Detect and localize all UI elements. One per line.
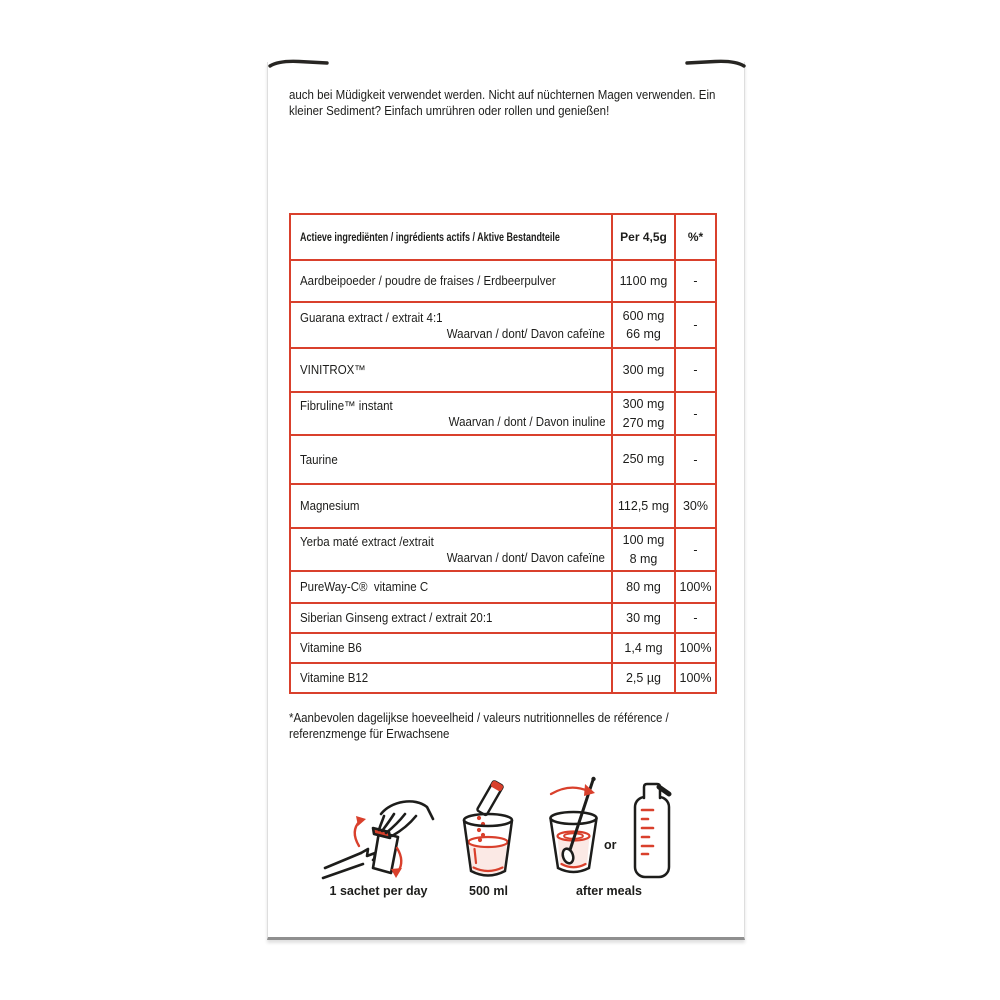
table-header-row: [290, 214, 716, 260]
bottle-icon: [632, 780, 672, 880]
intro-line-2: kleiner Sediment? Einfach umrühren oder rollen und genießen!: [289, 103, 610, 118]
stir-glass-icon: [544, 772, 604, 880]
table-row: VINITROX™ 300 mg -: [290, 348, 716, 392]
box-top-flap-edges: [267, 57, 747, 69]
table-row: Siberian Ginseng extract / extrait 20:1 30 mg -: [290, 603, 716, 633]
table-row: Guarana extract / extrait 4:1 Waarvan / dont/ Davon cafeïne 600 mg 66 mg -: [290, 302, 716, 348]
product-box-back-panel: [267, 62, 745, 940]
pour-into-glass-icon: [446, 772, 531, 882]
table-row: Vitamine B6 1,4 mg 100%: [290, 633, 716, 663]
footnote-line-2: referenzmenge für Erwachsene: [289, 727, 450, 741]
table-row: Fibruline™ instant Waarvan / dont / Davon inuline 300 mg 270 mg -: [290, 392, 716, 435]
reference-intake-footnote: [289, 710, 702, 742]
usage-instructions-text: [289, 88, 752, 119]
usage-label-after-meals: after meals: [575, 884, 642, 898]
table-row: Aardbeipoeder / poudre de fraises / Erdbeerpulver 1100 mg -: [290, 260, 716, 302]
usage-label-500ml: 500 ml: [469, 884, 508, 898]
table-row: PureWay-C® vitamine C 80 mg 100%: [290, 571, 716, 603]
header-per-serving: Per 4,5g: [612, 214, 675, 260]
table-row: Yerba maté extract /extrait Waarvan / dont/ Davon cafeïne 100 mg 8 mg -: [290, 528, 716, 571]
footnote-line-1: *Aanbevolen dagelijkse hoeveelheid / valeurs nutritionnelles de référence /: [289, 711, 669, 725]
intro-line-1: auch bei Müdigkeit verwendet werden. Nicht auf nüchternen Magen verwenden. Ein: [289, 88, 716, 102]
ingredients-table: [289, 213, 717, 694]
usage-label-sachet: 1 sachet per day: [329, 884, 428, 898]
table-row: Magnesium 112,5 mg 30%: [290, 484, 716, 528]
header-percent: %*: [675, 214, 716, 260]
usage-step-glass: [446, 772, 531, 904]
table-row: Vitamine B12 2,5 µg 100%: [290, 663, 716, 693]
header-ingredients: Actieve ingrediënten / ingrédients actifs / Aktive Bestandteile: [290, 214, 612, 260]
table-row: Taurine 250 mg -: [290, 435, 716, 484]
tear-sachet-icon: [321, 772, 436, 880]
usage-step-sachet: [321, 772, 436, 904]
usage-step-after-meals: [544, 772, 674, 904]
or-label: or: [604, 838, 617, 852]
